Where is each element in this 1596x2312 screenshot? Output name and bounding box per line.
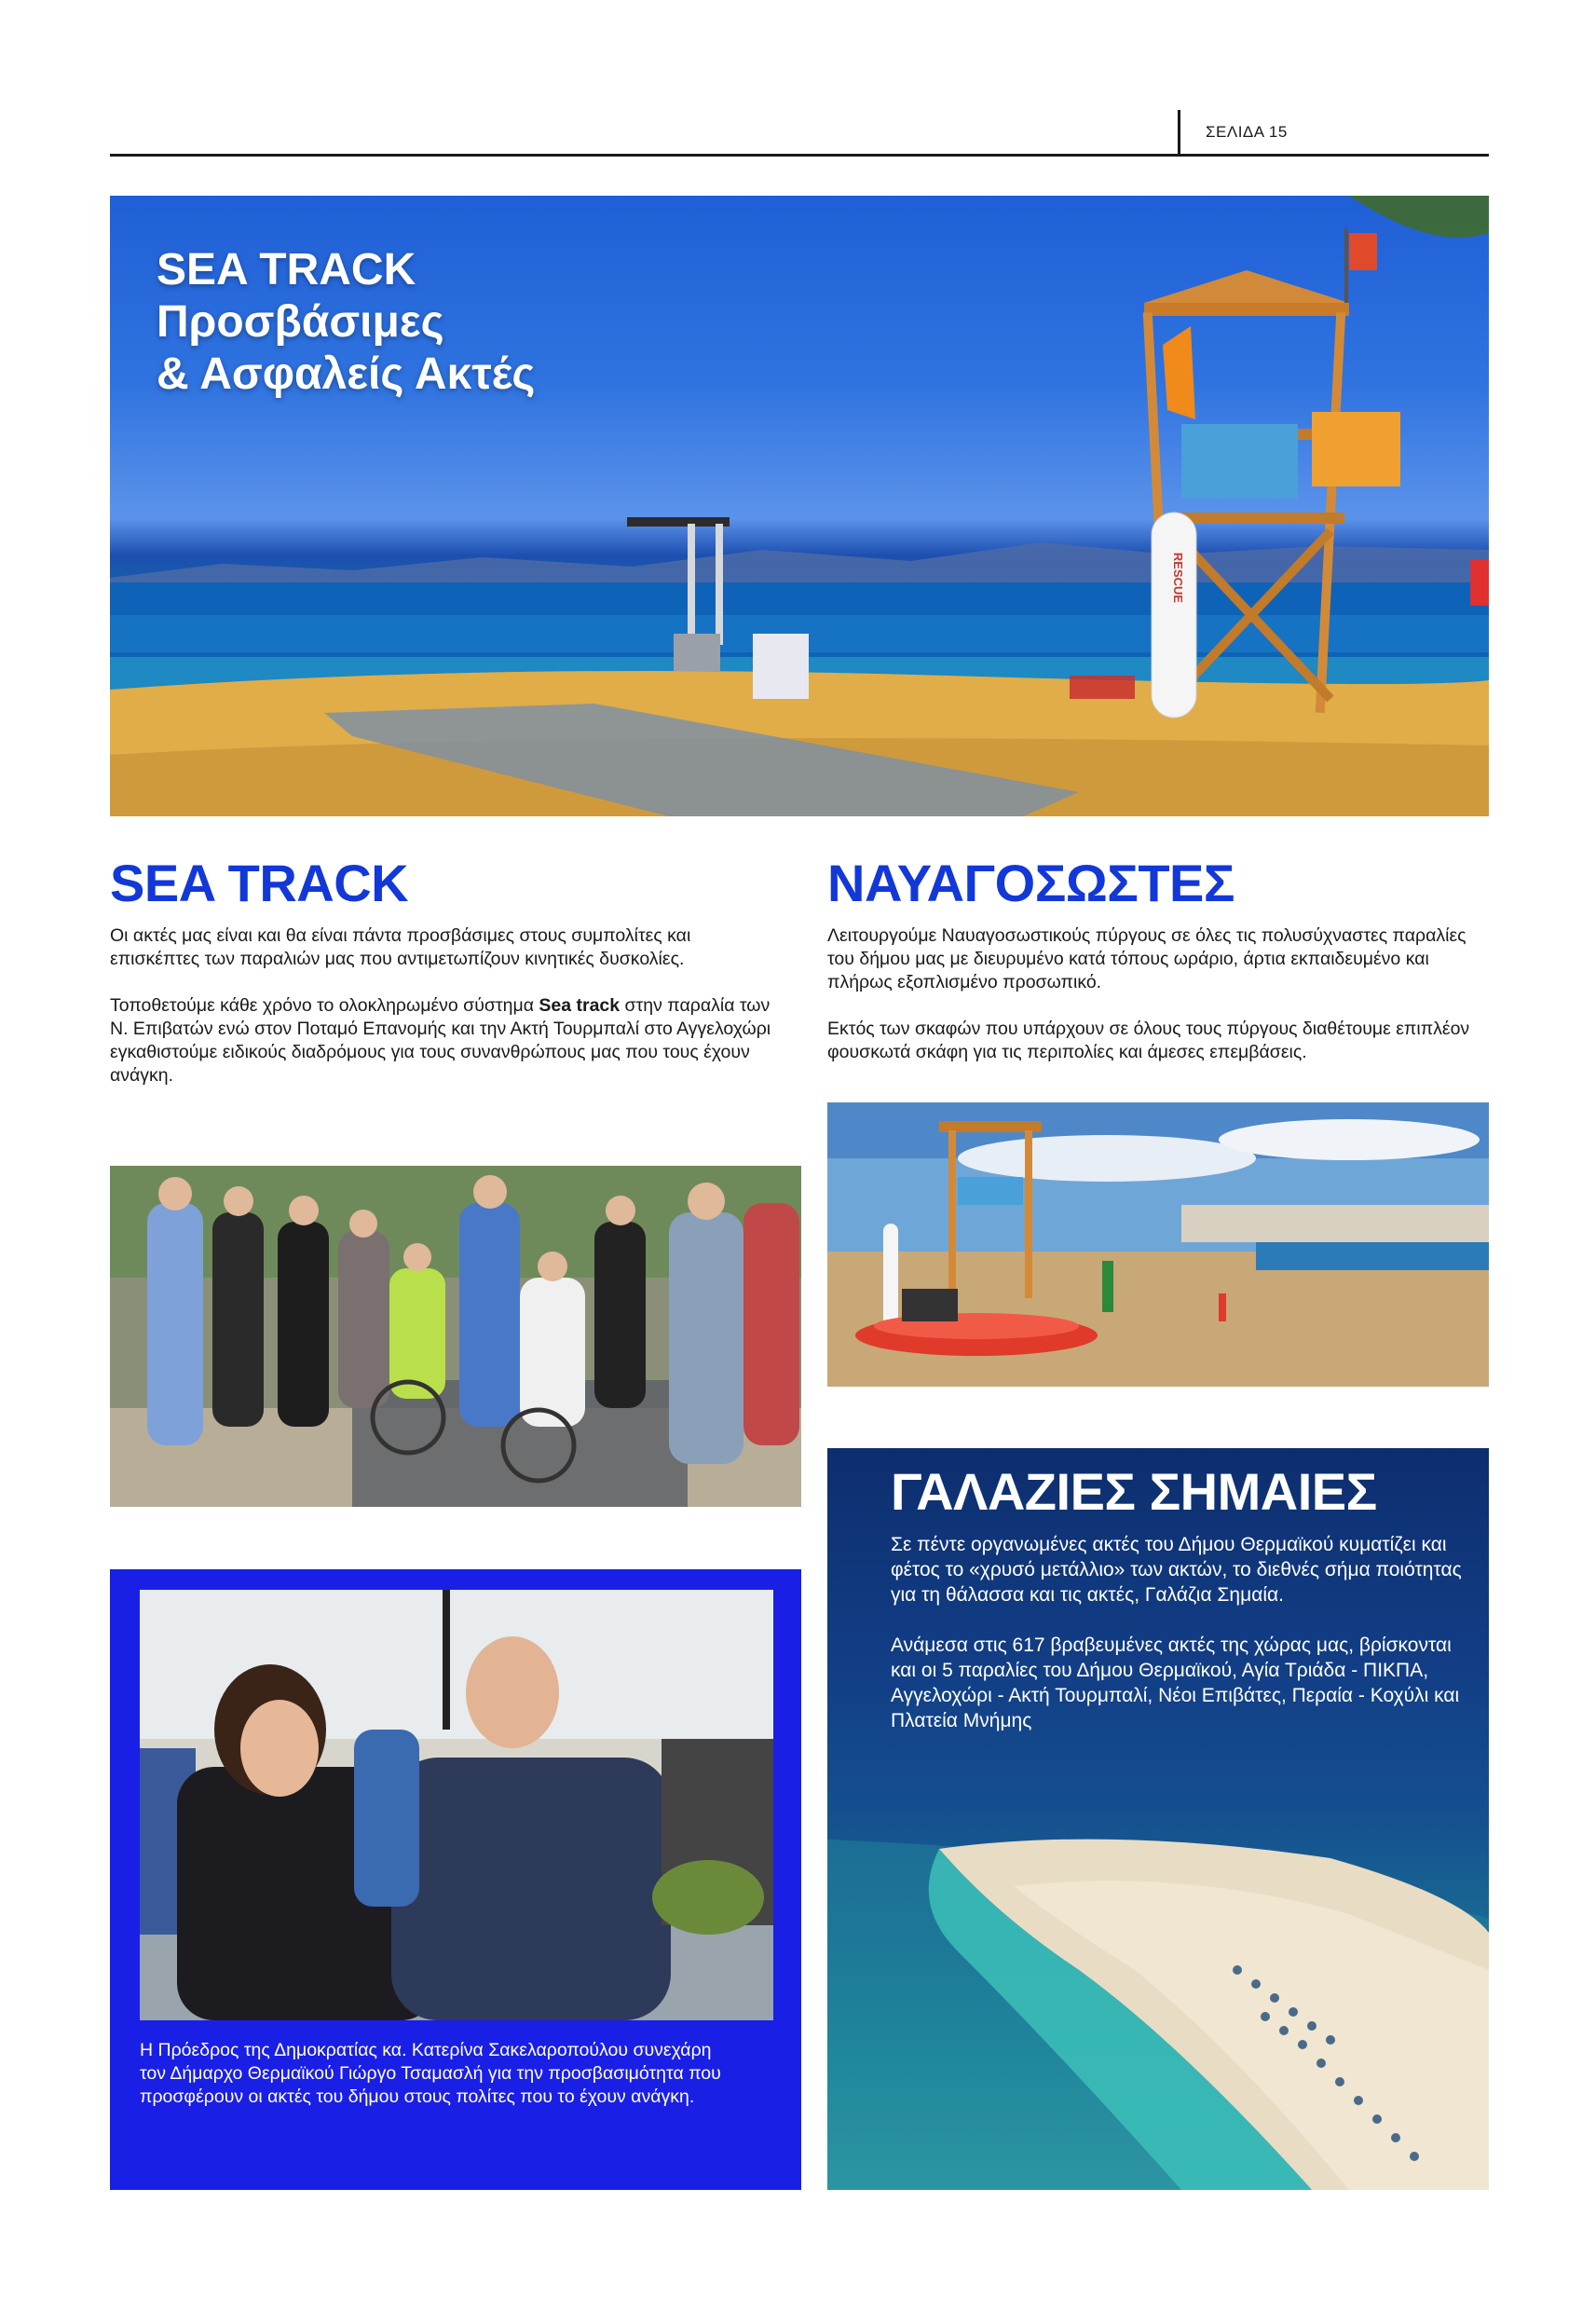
hero-title-line: SEA TRACK [157, 245, 416, 294]
lifeguards-paragraph: Λειτουργούμε Ναυαγοσωστικούς πύργους σε όλες τις πολυσύχναστες παραλίες του δήμου μας με διευρυμένο κατά τόπους ωράριο, άρτια εκπαιδευμένο και πλήρως εξοπλισμένο προσωπικό. [827, 925, 1466, 992]
rescue-board-label: RESCUE [1171, 552, 1185, 604]
hero-title-line: & Ασφαλείς Ακτές [157, 349, 536, 399]
page-number: ΣΕΛΙΔΑ 15 [1206, 123, 1288, 141]
group-photo [110, 1166, 801, 1507]
header-divider [1178, 110, 1180, 157]
blue-flags-panel [827, 1448, 1489, 2190]
sea-track-body [110, 924, 773, 1111]
sea-track-bold: Sea track [539, 995, 621, 1016]
blue-flags-paragraph: Σε πέντε οργανωμένες ακτές του Δήμου Θερμαϊκού κυματίζει και φέτος το «χρυσό μετάλλιο» των ακτών, το διεθνές σήμα ποιότητας για τη θάλασσα και τις ακτές, Γαλάζια Σημαία. [891, 1534, 1462, 1606]
text-span: στην παραλία των Ν. Επιβατών ενώ στον Ποταμό Επανομής και την Ακτή Τουρμπαλί στο Αγγελοχώρι εγκαθιστούμε ειδικούς διαδρόμους για τους συνανθρώπους μας που τους έχουν ανάγκη. [110, 995, 771, 1086]
hero-title [157, 244, 535, 401]
hero-image [110, 196, 1489, 816]
president-photo [140, 1590, 773, 2020]
hero-title-line: Προσβάσιμες [157, 297, 444, 347]
sea-track-heading: SEA TRACK [110, 854, 409, 912]
sea-track-paragraph [110, 994, 773, 1088]
president-caption: Η Πρόεδρος της Δημοκρατίας κα. Κατερίνα Σακελαροπούλου συνεχάρη τον Δήμαρχο Θερμαϊκού Γιώργο Τσαμασλή για την προσβασιμότητα που προσφέρουν οι ακτές του δήμου στους πολίτες που το έχουν ανάγκη. [140, 2040, 721, 2107]
text-span: Τοποθετούμε κάθε χρόνο το ολοκληρωμένο σύστημα [110, 995, 539, 1016]
lifeguard-photo [827, 1102, 1489, 1387]
blue-flags-paragraph: Ανάμεσα στις 617 βραβευμένες ακτές της χώρας μας, βρίσκονται και οι 5 παραλίες του Δήμου Θερμαϊκού, Αγία Τριάδα - ΠΙΚΠΑ, Αγγελοχώρι - Ακτή Τουρμπαλί, Νέοι Επιβάτες, Περαία - Κοχύλι και Πλατεία Μνήμης [891, 1635, 1460, 1731]
blue-flags-body [891, 1532, 1468, 1758]
lifeguards-paragraph: Εκτός των σκαφών που υπάρχουν σε όλους τους πύργους διαθέτουμε επιπλέον φουσκωτά σκάφη για τις περιπολίες και άμεσες επεμβάσεις. [827, 1019, 1470, 1062]
header-rule [110, 154, 1489, 157]
lifeguards-heading: ΝΑΥΑΓΟΣΩΣΤΕΣ [827, 854, 1235, 912]
lifeguards-body [827, 924, 1489, 1088]
blue-flags-heading: ΓΑΛΑΖΙΕΣ ΣΗΜΑΙΕΣ [891, 1462, 1377, 1521]
sea-track-paragraph: Οι ακτές μας είναι και θα είναι πάντα προσβάσιμες στους συμπολίτες και επισκέπτες των παραλιών μας που αντιμετωπίζουν κινητικές δυσκολίες. [110, 925, 691, 969]
